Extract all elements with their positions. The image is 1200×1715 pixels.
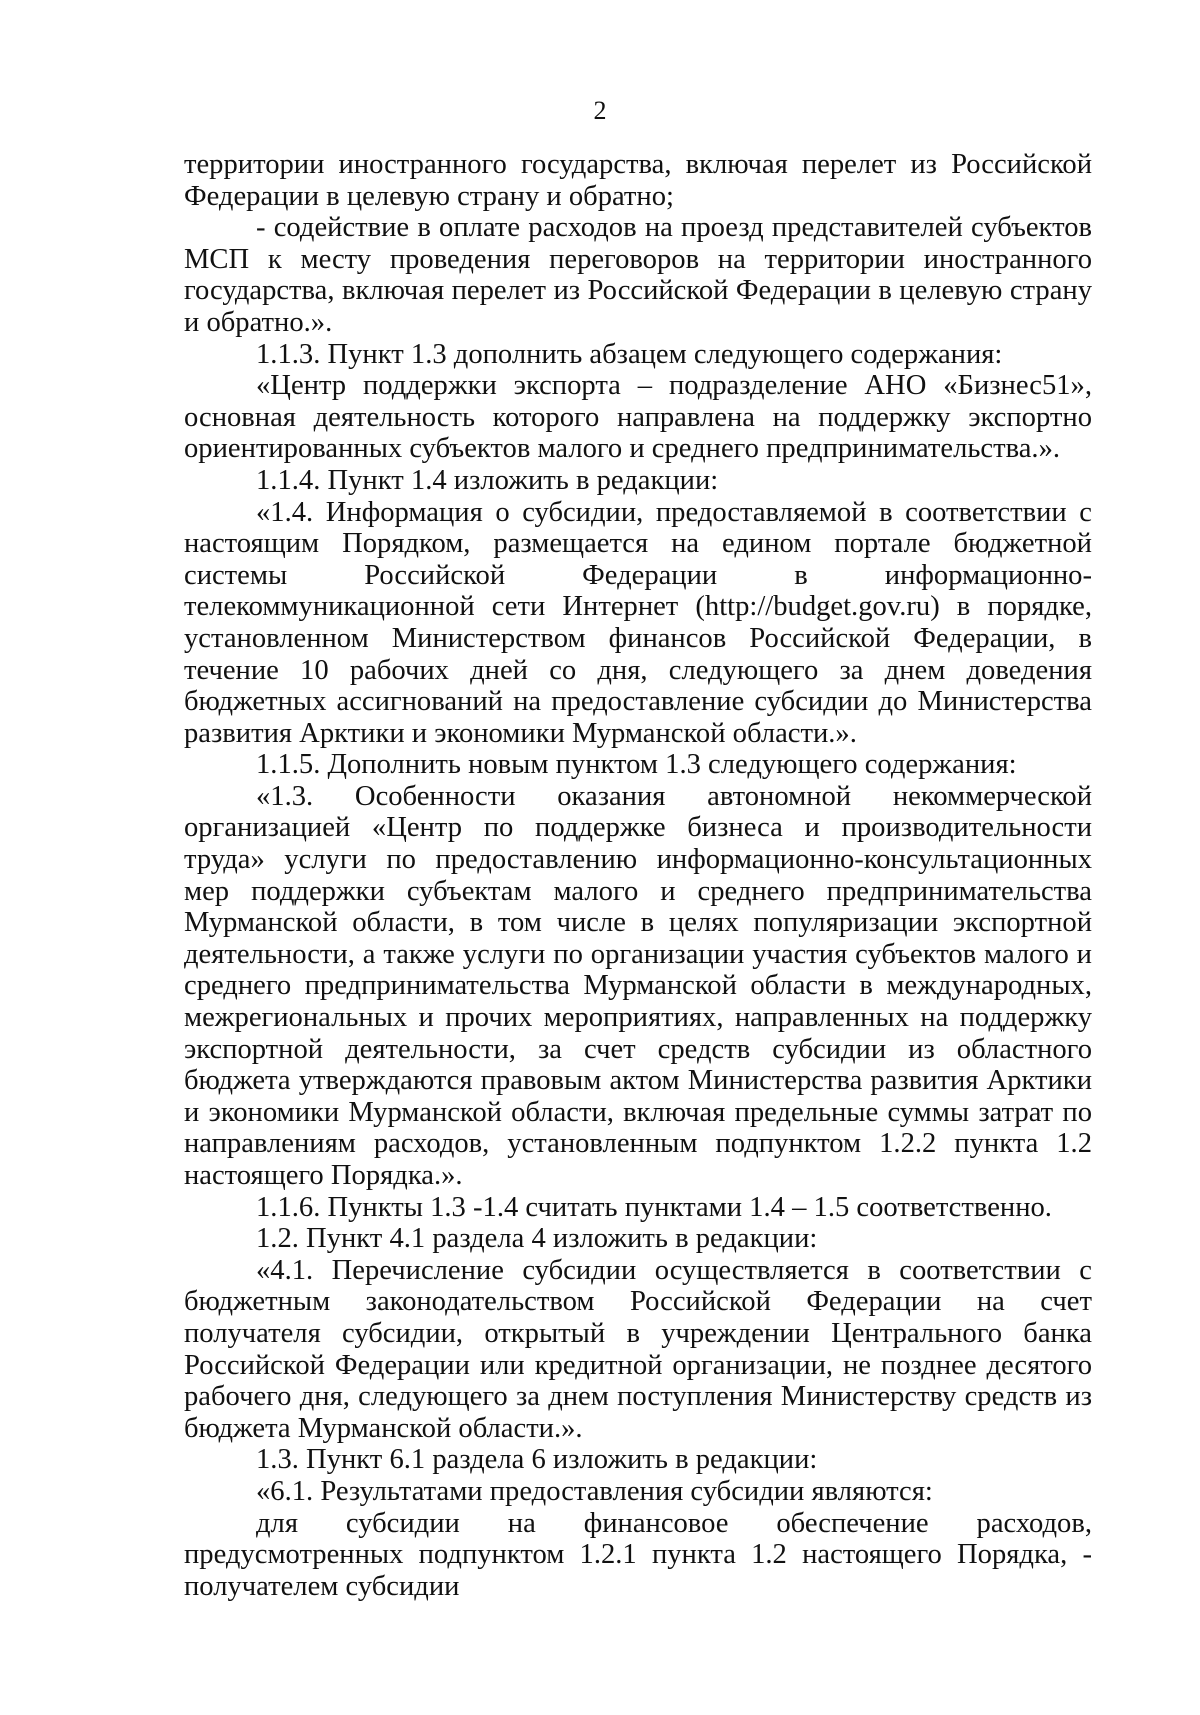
paragraph: 1.1.6. Пункты 1.3 -1.4 считать пунктами 1.4 – 1.5 соответственно. bbox=[256, 1191, 1052, 1223]
paragraph: «1.4. Информация о субсидии, предоставляемой в соответствии с настоящим Порядком, размещается на едином портале бюджетной системы Российской Федерации в информационно-телекоммуникационной сети Интернет (http://budget.gov.ru) в порядке, установленном Министерством финансов Российской Федерации, в течение 10 рабочих дней со дня, следующего за днем доведения бюджетных ассигнований на предоставление субсидии до Министерства развития Арктики и экономики Мурманской области.». bbox=[184, 496, 1092, 749]
paragraph: - содействие в оплате расходов на проезд представителей субъектов МСП к месту проведения переговоров на территории иностранного государства, включая перелет из Российской Федерации в целевую страну и обратно.». bbox=[184, 212, 1092, 338]
paragraph: для субсидии на финансовое обеспечение расходов, предусмотренных подпунктом 1.2.1 пункта 1.2 настоящего Порядка, - получателем субсидии bbox=[184, 1507, 1092, 1602]
paragraph: 1.1.5. Дополнить новым пунктом 1.3 следующего содержания: bbox=[256, 749, 1017, 781]
paragraph: территории иностранного государства, включая перелет из Российской Федерации в целевую страну и обратно; bbox=[184, 149, 1092, 212]
paragraph: «6.1. Результатами предоставления субсидии являются: bbox=[256, 1475, 933, 1507]
paragraph: 1.3. Пункт 6.1 раздела 6 изложить в редакции: bbox=[256, 1444, 818, 1476]
paragraph: 1.1.4. Пункт 1.4 изложить в редакции: bbox=[256, 464, 719, 496]
page-number: 2 bbox=[593, 96, 607, 125]
document-body bbox=[184, 149, 1092, 1602]
paragraph: «4.1. Перечисление субсидии осуществляется в соответствии с бюджетным законодательством Российской Федерации на счет получателя субсидии, открытый в учреждении Центрального банка Российской Федерации или кредитной организации, не позднее десятого рабочего дня, следующего за днем поступления Министерству средств из бюджета Мурманской области.». bbox=[184, 1254, 1092, 1444]
paragraph: 1.2. Пункт 4.1 раздела 4 изложить в редакции: bbox=[256, 1223, 818, 1255]
paragraph: 1.1.3. Пункт 1.3 дополнить абзацем следующего содержания: bbox=[256, 338, 1003, 370]
paragraph: «Центр поддержки экспорта – подразделение АНО «Бизнес51», основная деятельность которого направлена на поддержку экспортно ориентированных субъектов малого и среднего предпринимательства.». bbox=[184, 370, 1092, 465]
paragraph: «1.3. Особенности оказания автономной некоммерческой организацией «Центр по поддержке бизнеса и производительности труда» услуги по предоставлению информационно-консультационных мер поддержки субъектам малого и среднего предпринимательства Мурманской области, в том числе в целях популяризации экспортной деятельности, а также услуги по организации участия субъектов малого и среднего предпринимательства Мурманской области в международных, межрегиональных и прочих мероприятиях, направленных на поддержку экспортной деятельности, за счет средств субсидии из областного бюджета утверждаются правовым актом Министерства развития Арктики и экономики Мурманской области, включая предельные суммы затрат по направлениям расходов, установленным подпунктом 1.2.2 пункта 1.2 настоящего Порядка.». bbox=[184, 780, 1092, 1191]
